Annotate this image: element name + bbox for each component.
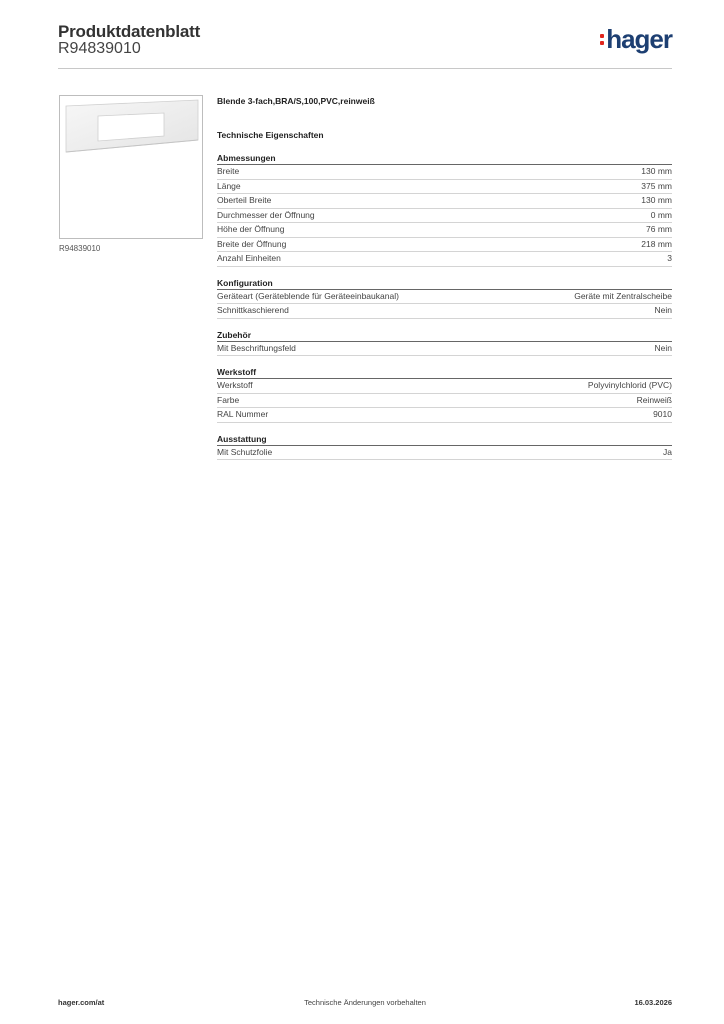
group-title: Ausstattung (217, 434, 672, 446)
spec-value: Geräte mit Zentralscheibe (574, 290, 672, 301)
spec-label: Anzahl Einheiten (217, 253, 281, 263)
spec-label: Durchmesser der Öffnung (217, 209, 315, 220)
section-heading: Technische Eigenschaften (217, 130, 324, 140)
footer-website-link[interactable]: hager.com/at (58, 998, 105, 1007)
spec-label: Höhe der Öffnung (217, 224, 285, 234)
spec-value: 130 mm (641, 195, 672, 205)
spec-row (217, 180, 672, 195)
spec-group-abmessungen (217, 153, 672, 267)
spec-row (217, 194, 672, 209)
spec-row (217, 223, 672, 238)
product-name: Blende 3-fach,BRA/S,100,PVC,reinweiß (217, 96, 375, 106)
spec-row (217, 446, 672, 461)
spec-value: Polyvinylchlorid (PVC) (587, 380, 672, 390)
spec-value: 76 mm (646, 224, 672, 234)
spec-row (217, 209, 672, 224)
spec-label: Mit Beschriftungsfeld (217, 342, 296, 353)
spec-value: 0 mm (650, 209, 672, 220)
group-title: Zubehör (217, 330, 672, 342)
spec-group-ausstattung (217, 434, 672, 461)
document-header (58, 20, 672, 70)
spec-row (217, 394, 672, 409)
article-number: R94839010 (58, 40, 141, 57)
spec-value: 218 mm (641, 238, 672, 249)
spec-row (217, 304, 672, 319)
spec-value: 375 mm (641, 180, 672, 191)
spec-row (217, 290, 672, 305)
document-title: Produktdatenblatt (58, 22, 201, 41)
spec-value: Reinweiß (636, 394, 672, 405)
spec-group-zubehoer (217, 330, 672, 357)
spec-row (217, 165, 672, 180)
spec-label: Farbe (217, 394, 240, 405)
product-specifications (217, 96, 672, 460)
cover-plate-icon (60, 96, 202, 238)
group-title: Abmessungen (217, 153, 672, 165)
spec-value: Nein (654, 342, 672, 353)
group-title: Werkstoff (217, 367, 672, 379)
spec-row (217, 252, 672, 267)
spec-value: Ja (663, 446, 672, 457)
spec-group-werkstoff (217, 367, 672, 423)
spec-row (217, 342, 672, 357)
logo-dots-icon (600, 34, 604, 45)
image-caption: R94839010 (59, 244, 101, 253)
product-image (59, 95, 203, 239)
spec-label: Werkstoff (217, 380, 253, 390)
footer-date: 16.03.2026 (634, 998, 672, 1007)
spec-label: Länge (217, 180, 241, 191)
spec-value: 9010 (653, 409, 672, 419)
spec-label: RAL Nummer (217, 409, 269, 419)
footer-disclaimer: Technische Änderungen vorbehalten (304, 998, 426, 1007)
spec-label: Schnittkaschierend (217, 305, 289, 315)
spec-row (217, 379, 672, 394)
spec-value: 3 (667, 253, 672, 263)
spec-group-konfiguration (217, 278, 672, 319)
spec-value: 130 mm (641, 166, 672, 176)
spec-label: Geräteart (Geräteblende für Geräteeinbaukanal) (217, 290, 399, 301)
spec-label: Breite (217, 166, 240, 176)
spec-row (217, 238, 672, 253)
spec-label: Oberteil Breite (217, 195, 272, 205)
logo-text: hager (606, 24, 672, 54)
group-title: Konfiguration (217, 278, 672, 290)
spec-value: Nein (654, 305, 672, 315)
header-divider (58, 68, 672, 69)
spec-label: Mit Schutzfolie (217, 446, 273, 457)
spec-row (217, 408, 672, 423)
hager-logo (600, 26, 672, 52)
spec-label: Breite der Öffnung (217, 238, 287, 249)
